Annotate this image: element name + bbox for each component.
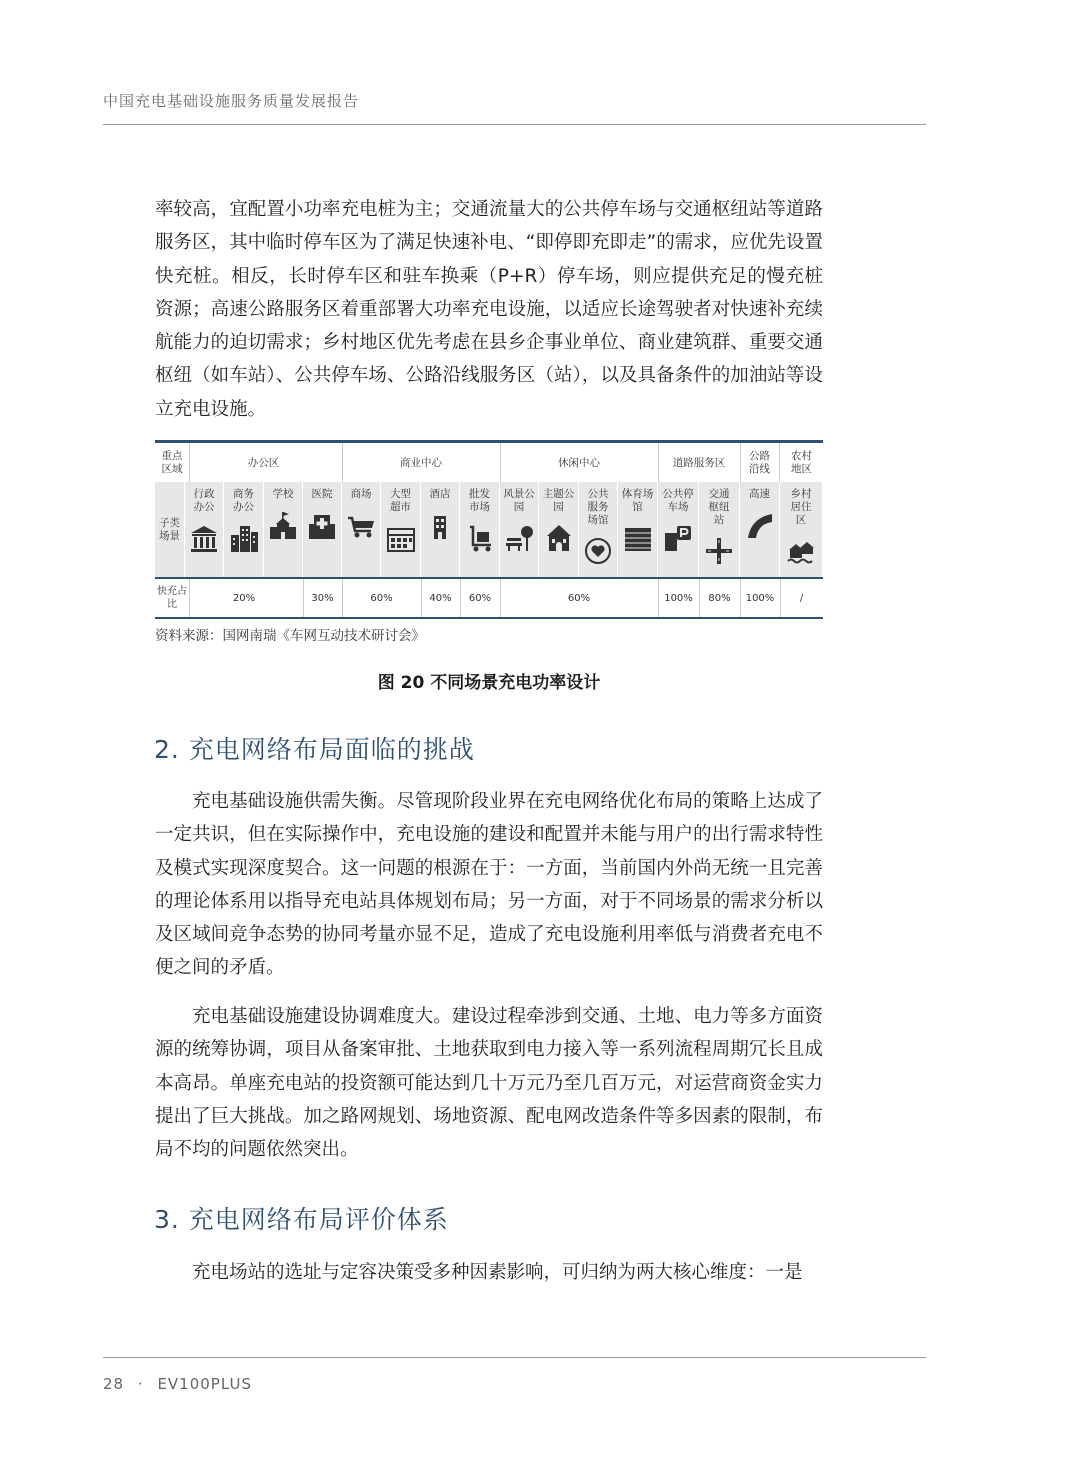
intro-paragraph: 率较高，宜配置小功率充电桩为主；交通流量大的公共停车场与交通枢纽站等道路服务区，其中临时停车区为了满足快速补电、“即停即充即走”的需求，应优先设置快充桩。相反，长时停车区和驻车换乘（P+R）停车场，则应提供充足的慢充桩资源；高速公路服务区着重部署大功率充电设施，以适应长途驾驶者对快速补充续航能力的迫切需求；乡村地区优先考虑在县乡企事业单位、商业建筑群、重要交通枢纽（如车站）、公共停车场、公路沿线服务区（站），以及具备条件的加油站等设立充电设施。 bbox=[155, 199, 823, 420]
scene-public-parking bbox=[658, 482, 699, 577]
park-bench-icon bbox=[504, 523, 534, 553]
scene-label: 乡村居住区 bbox=[790, 488, 812, 526]
table-row-ratios bbox=[155, 579, 823, 619]
area-rural: 农村地区 bbox=[791, 450, 812, 475]
scene-label: 商务办公 bbox=[233, 488, 254, 513]
scene-scenic-park bbox=[500, 482, 539, 577]
scene-business-office bbox=[224, 482, 264, 577]
ratio-cell: / bbox=[799, 592, 804, 604]
section-2-paragraph-2: 充电基础设施建设协调难度大。建设过程牵涉到交通、土地、电力等多方面资源的统筹协调，项目从备案审批、土地获取到电力接入等一系列流程周期冗长且成本高昂。单座充电站的投资额可能达到几十万元乃至几百万元，对运营商资金实力提出了巨大挑战。加之路网规划、场地资源、配电网改造条件等多因素的限制，布局不均的问题依然突出。 bbox=[155, 1006, 823, 1161]
scene-label: 公共服务场馆 bbox=[587, 488, 609, 526]
footer-brand: EV100PLUS bbox=[157, 1375, 252, 1393]
area-road-service: 道路服务区 bbox=[658, 443, 741, 483]
scene-label: 公共停车场 bbox=[662, 488, 694, 513]
scene-supermarket bbox=[381, 482, 421, 577]
scene-label: 学校 bbox=[272, 488, 294, 500]
hospital-icon bbox=[307, 510, 337, 540]
table-row-scenes bbox=[155, 482, 823, 579]
section-2-title: 2. 充电网络布局面临的挑战 bbox=[154, 735, 475, 764]
area-office: 办公区 bbox=[185, 443, 343, 483]
row-label-scene: 子类场景 bbox=[155, 482, 185, 577]
figure-caption: 图 20 不同场景充电功率设计 bbox=[377, 673, 601, 693]
office-buildings-icon bbox=[229, 523, 259, 553]
scene-mall bbox=[342, 482, 381, 577]
row-label-area: 重点区域 bbox=[155, 443, 190, 483]
ratio-cell: 40% bbox=[421, 579, 461, 617]
scene-transit-hub bbox=[699, 482, 740, 577]
scene-public-service-venue bbox=[579, 482, 618, 577]
scene-label: 行政办公 bbox=[193, 488, 215, 513]
scene-theme-park bbox=[539, 482, 579, 577]
ratio-cell: 20% bbox=[185, 579, 304, 617]
area-commercial: 商业中心 bbox=[342, 443, 501, 483]
scene-label: 风景公园 bbox=[503, 488, 535, 513]
hotel-icon bbox=[425, 510, 455, 540]
scene-admin-office bbox=[185, 482, 224, 577]
scene-hospital bbox=[303, 482, 342, 577]
trolley-icon bbox=[465, 523, 495, 553]
area-leisure: 休闲中心 bbox=[500, 443, 659, 483]
running-head: 中国充电基础设施服务质量发展报告 bbox=[103, 92, 360, 110]
scene-expressway bbox=[740, 482, 780, 577]
scene-label: 体育场馆 bbox=[621, 488, 654, 513]
footer-rule bbox=[103, 1357, 926, 1358]
scene-rural-residential bbox=[780, 482, 823, 577]
area-highway: 公路沿线 bbox=[740, 443, 780, 483]
ratio-cell: 60% bbox=[460, 579, 501, 617]
scene-power-table bbox=[155, 440, 823, 618]
scene-label: 医院 bbox=[311, 488, 333, 500]
figure-source: 资料来源：国网南瑞《车网互动技术研讨会》 bbox=[155, 628, 425, 644]
ratio-cell: 60% bbox=[342, 579, 422, 617]
section-2-paragraph-1: 充电基础设施供需失衡。尽管现阶段业界在充电网络优化布局的策略上达成了一定共识，但在实际操作中，充电设施的建设和配置并未能与用户的出行需求特性及模式实现深度契合。这一问题的根源在于：一方面，当前国内外尚无统一且完善的理论体系用以指导充电站具体规划布局；另一方面，对于不同场景的需求分析以及区域间竞争态势的协同考量亦显不足，造成了充电设施利用率低与消费者充电不便之间的矛盾。 bbox=[155, 791, 823, 979]
scene-label: 主题公园 bbox=[542, 488, 575, 513]
public-service-icon bbox=[583, 536, 613, 566]
school-icon bbox=[268, 510, 298, 540]
section-3-paragraph-1: 充电场站的选址与定容决策受多种因素影响，可归纳为两大核心维度：一是 bbox=[192, 1262, 803, 1283]
section-3-title: 3. 充电网络布局评价体系 bbox=[154, 1205, 449, 1234]
page-number: 28 bbox=[103, 1375, 125, 1393]
stadium-icon bbox=[623, 523, 653, 553]
scene-label: 商场 bbox=[350, 488, 372, 500]
footer-separator: · bbox=[137, 1375, 144, 1393]
row-label-ratio: 快充占比 bbox=[155, 579, 190, 617]
scene-stadium bbox=[618, 482, 658, 577]
scene-label: 高速 bbox=[749, 488, 770, 500]
scene-school bbox=[264, 482, 303, 577]
footer bbox=[103, 1375, 252, 1393]
parking-icon bbox=[663, 523, 693, 553]
highway-icon bbox=[745, 510, 775, 540]
shopping-cart-icon bbox=[346, 510, 376, 540]
supermarket-icon bbox=[386, 523, 416, 553]
ratio-cell: 30% bbox=[303, 579, 343, 617]
header-rule bbox=[103, 124, 926, 125]
village-icon bbox=[786, 536, 816, 566]
scene-label: 交通枢纽站 bbox=[708, 488, 730, 526]
ratio-cell: 60% bbox=[500, 579, 659, 617]
ratio-cell: 100% bbox=[658, 579, 700, 617]
scene-label: 大型超市 bbox=[390, 488, 411, 513]
scene-label: 批发市场 bbox=[469, 488, 490, 513]
government-building-icon bbox=[189, 523, 219, 553]
scene-hotel bbox=[421, 482, 460, 577]
ratio-cell: 80% bbox=[699, 579, 741, 617]
theme-park-icon bbox=[544, 523, 574, 553]
scene-label: 酒店 bbox=[429, 488, 451, 500]
scene-wholesale-market bbox=[460, 482, 500, 577]
transit-hub-icon bbox=[704, 536, 734, 566]
table-row-areas bbox=[155, 440, 823, 485]
ratio-cell: 100% bbox=[740, 579, 781, 617]
